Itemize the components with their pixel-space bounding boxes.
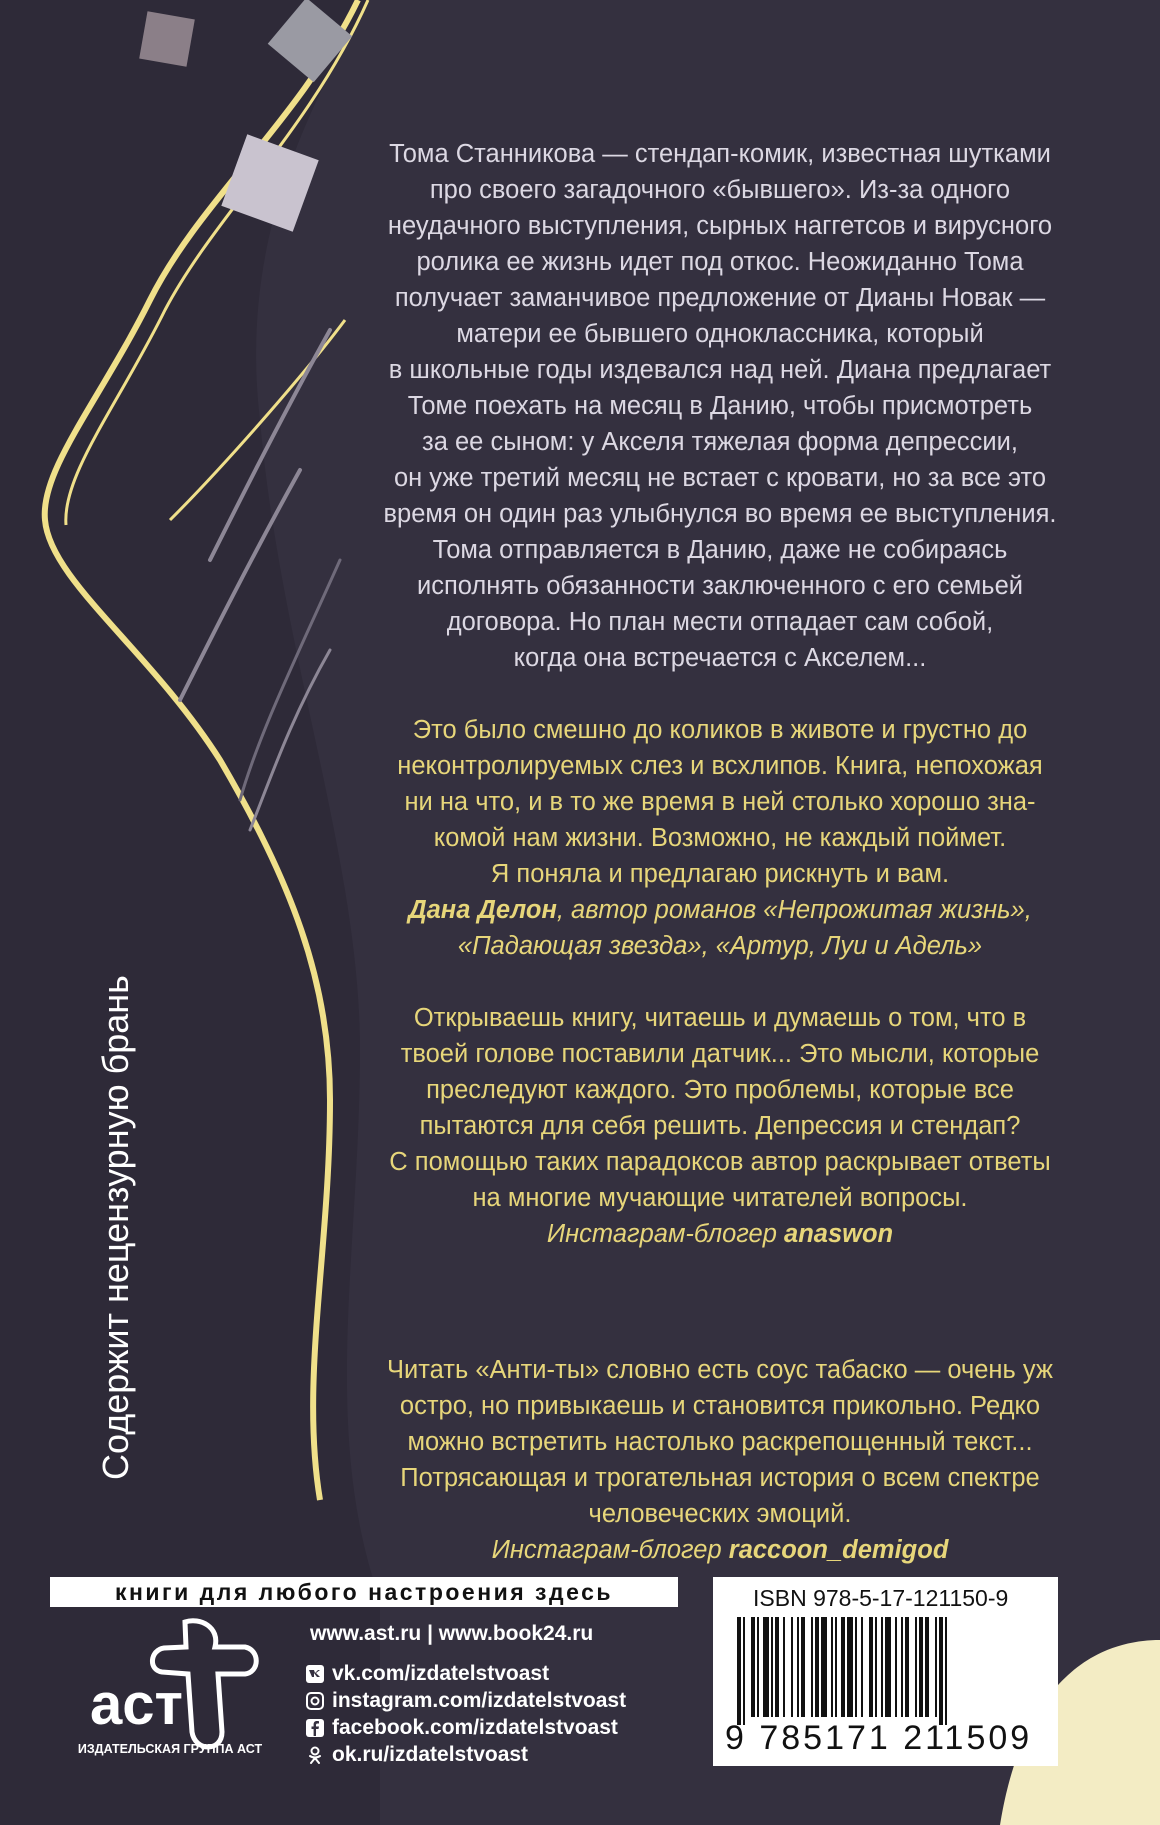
- publisher-slogan: книги для любого настроения здесь: [50, 1577, 678, 1607]
- review-author-prefix: Инстаграм-блогер: [546, 1220, 785, 1248]
- review-line: С помощью таких парадоксов автор раскрывает ответы: [389, 1148, 1051, 1176]
- ean-digits: 9 785171 211509: [725, 1719, 1033, 1757]
- barcode-bar: [935, 1617, 937, 1717]
- description-line: Томе поехать на месяц в Данию, чтобы присмотреть: [407, 392, 1033, 420]
- review-line: твоей голове поставили датчик... Это мысли, которые: [400, 1040, 1040, 1068]
- barcode-bar: [797, 1617, 799, 1717]
- description-line: исполнять обязанности заключенного с его семьей: [416, 572, 1024, 600]
- review-line: пытаются для себя решить. Депрессия и стендап?: [419, 1112, 1021, 1140]
- social-link-vk[interactable]: [306, 1662, 549, 1686]
- odnoklassniki-icon: [306, 1746, 324, 1764]
- review-line: Потрясающая и трогательная история о всем спектре: [400, 1464, 1040, 1492]
- barcode-bar: [821, 1617, 827, 1717]
- barcode-bar: [815, 1617, 819, 1717]
- barcode-bar: [737, 1617, 741, 1725]
- review-line: Это было смешно до коликов в животе и грустно до: [412, 716, 1028, 744]
- barcode-bar: [841, 1617, 845, 1717]
- logo-caption: ИЗДАТЕЛЬСКАЯ ГРУППА АСТ: [77, 1742, 263, 1756]
- review-author-note-2: «Падающая звезда», «Артур, Луи и Адель»: [457, 932, 983, 960]
- barcode-bar: [847, 1617, 853, 1717]
- barcode-bar: [915, 1617, 917, 1717]
- description-line: когда она встречается с Акселем...: [513, 644, 927, 672]
- vk-icon: [306, 1665, 324, 1683]
- barcode-bar: [919, 1617, 923, 1717]
- barcode-bar: [939, 1617, 943, 1725]
- review-attribution: [360, 892, 1080, 928]
- social-link-odnoklassniki[interactable]: [306, 1743, 528, 1767]
- content-warning: Содержит нецензурную брань: [95, 975, 136, 1480]
- barcode-bar: [791, 1617, 793, 1717]
- barcode-bar: [783, 1617, 785, 1717]
- description-line: Тома отправляется в Данию, даже не собираясь: [432, 536, 1008, 564]
- review-author-note: , автор романов «Непрожитая жизнь»,: [556, 896, 1032, 924]
- review-author-name: Дана Делон: [408, 896, 557, 924]
- review-raccoon-demigod: [360, 1352, 1080, 1568]
- barcode-bar: [885, 1617, 891, 1717]
- barcode-bar: [901, 1617, 903, 1717]
- review-anaswon: [360, 1000, 1080, 1252]
- review-author-prefix: Инстаграм-блогер: [491, 1536, 729, 1564]
- description-line: в школьные годы издевался над ней. Диана предлагает: [388, 356, 1052, 384]
- social-link-facebook[interactable]: [306, 1716, 618, 1740]
- review-author-handle: raccoon_demigod: [728, 1536, 949, 1564]
- description-line: ролика ее жизнь идет под откос. Неожиданно Тома: [416, 248, 1024, 276]
- instagram-icon: [306, 1692, 324, 1710]
- barcode-bar: [763, 1617, 769, 1717]
- review-attribution: [360, 1532, 1080, 1568]
- barcode-bar: [835, 1617, 837, 1717]
- review-attribution: [360, 1216, 1080, 1252]
- review-line: комой нам жизни. Возможно, не каждый поймет.: [433, 824, 1007, 852]
- barcode-bar: [775, 1617, 779, 1717]
- barcode-bar: [861, 1617, 863, 1717]
- review-line: ни на что, и в то же время в ней столько хорошо зна-: [404, 788, 1036, 816]
- review-dana-delon: [360, 712, 1080, 964]
- barcode-bar: [831, 1617, 833, 1717]
- social-link-instagram[interactable]: [306, 1689, 626, 1713]
- barcode-bar: [855, 1617, 857, 1717]
- logo-text: аст: [90, 1672, 183, 1737]
- barcode-bar: [895, 1617, 897, 1717]
- barcode-bar: [757, 1617, 759, 1717]
- review-line: можно встретить настолько раскрепощенный текст...: [407, 1428, 1033, 1456]
- description-line: Тома Станникова — стендап-комик, известная шутками: [389, 140, 1051, 168]
- barcode-bar: [875, 1617, 877, 1717]
- barcode-bar: [869, 1617, 873, 1717]
- barcode-bar: [743, 1617, 745, 1725]
- description-line: матери ее бывшего одноклассника, который: [456, 320, 984, 348]
- social-link-text: vk.com/izdatelstvoast: [332, 1662, 550, 1685]
- social-link-text: instagram.com/izdatelstvoast: [332, 1689, 627, 1712]
- review-line: преследуют каждого. Это проблемы, которые все: [426, 1076, 1014, 1104]
- description-line: получает заманчивое предложение от Дианы Новак —: [394, 284, 1046, 312]
- social-link-text: ok.ru/izdatelstvoast: [332, 1743, 529, 1766]
- review-line: Открываешь книгу, читаешь и думаешь о том, что в: [413, 1004, 1027, 1032]
- description-line: он уже третий месяц не встает с кровати, но за все это: [393, 464, 1047, 492]
- barcode-bar: [801, 1617, 805, 1717]
- book-description: [360, 136, 1080, 676]
- barcode-bar: [771, 1617, 773, 1717]
- social-link-text: facebook.com/izdatelstvoast: [332, 1716, 618, 1739]
- barcode-bar: [751, 1617, 755, 1717]
- isbn-barcode: [713, 1577, 1058, 1766]
- barcode-bar: [811, 1617, 813, 1717]
- ast-logo-icon: [70, 1612, 260, 1762]
- facebook-icon: [306, 1719, 324, 1737]
- review-line: Я поняла и предлагаю рискнуть и вам.: [490, 860, 950, 888]
- publisher-websites[interactable]: www.ast.ru | www.book24.ru: [310, 1622, 594, 1645]
- description-line: про своего загадочного «бывшего». Из-за одного: [429, 176, 1011, 204]
- review-author-handle: anaswon: [784, 1220, 894, 1248]
- isbn-number: ISBN 978-5-17-121150-9: [753, 1585, 1009, 1611]
- review-line: неконтролируемых слез и всхлипов. Книга, непохожая: [397, 752, 1043, 780]
- description-line: за ее сыном: у Акселя тяжелая форма депрессии,: [422, 428, 1018, 456]
- description-line: время он один раз улыбнулся во время ее выступления.: [383, 500, 1057, 528]
- review-line: на многие мучающие читателей вопросы.: [472, 1184, 968, 1212]
- review-line: Читать «Анти-ты» словно есть соус табаско — очень уж: [387, 1356, 1053, 1384]
- review-line: остро, но привыкаешь и становится прикольно. Редко: [399, 1392, 1041, 1420]
- barcode-bar: [905, 1617, 909, 1717]
- description-line: неудачного выступления, сырных наггетсов и вирусного: [387, 212, 1053, 240]
- barcode-bar: [925, 1617, 929, 1717]
- review-line: человеческих эмоций.: [588, 1500, 852, 1528]
- description-line: договора. Но план мести отпадает сам собой,: [446, 608, 994, 636]
- barcode-bar: [881, 1617, 883, 1717]
- barcode-bars: [737, 1617, 1037, 1727]
- barcode-bar: [945, 1617, 947, 1725]
